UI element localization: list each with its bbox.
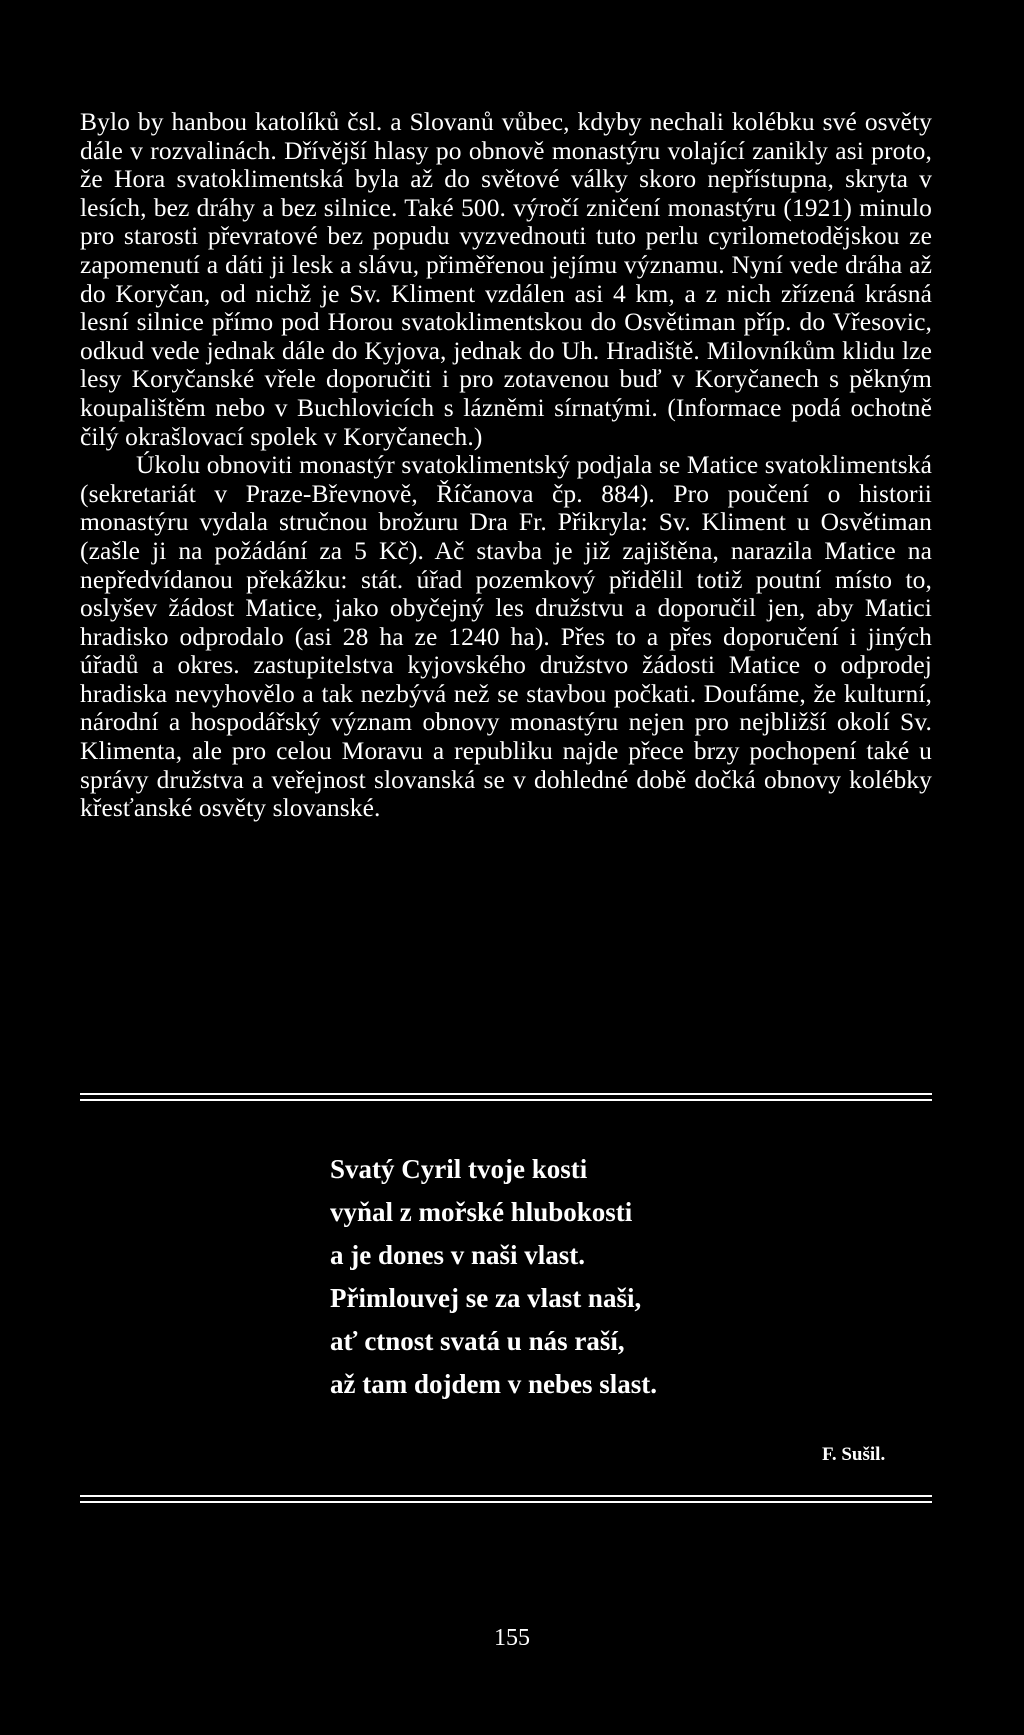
paragraph-1: Bylo by hanbou katolíků čsl. a Slovanů vůbec, kdyby nechali kolébku své osvěty dále v rozvalinách. Dřívější hlasy po obnově monastýru volající zanikly asi proto, že Hora svatoklimentská byla až do světové války skoro nepřístupna, skryta v lesích, bez dráhy a bez silnice. Také 500. výročí zničení monastýru (1921) minulo pro starosti převratové bez popudu vyzvednouti tuto perlu cyrilometodějskou ze zapomenutí a dáti ji lesk a slávu, přiměřenou jejímu významu. Nyní vede dráha až do Koryčan, od nichž je Sv. Kliment vzdálen asi 4 km, a z nich zřízená krásná lesní silnice přímo pod Horou svatoklimentskou do Osvětiman příp. do Vřesovic, odkud vede jednak dále do Kyjova, jednak do Uh. Hradiště. Milovníkům klidu lze lesy Koryčanské vřele doporučiti i pro zotavenou buď v Koryčanech s pěkným koupalištěm nebo v Buchlovicích s lázněmi sírnatými. (Informace podá ochotně čilý okrašlovací spolek v Koryčanech.) — [80, 107, 932, 451]
divider-bottom-2 — [80, 1501, 932, 1503]
paragraph-2: Úkolu obnoviti monastýr svatoklimentský podjala se Matice svatoklimentská (sekretariát v Praze-Břevnově, Říčanova čp. 884). Pro poučení o historii monastýru vydala stručnou brožuru Dra Fr. Přikryla: Sv. Kliment u Osvětiman (zašle ji na požádání za 5 Kč). Ač stavba je již zajištěna, narazila Matice na nepředvídanou překážku: stát. úřad pozemkový přidělil totiž poutní místo to, oslyšev žádost Matice, jako obyčejný les družstvu a doporučil jen, aby Matici hradisko odprodalo (asi 28 ha ze 1240 ha). Přes to a přes doporučení i jiných úřadů a okres. zastupitelstva kyjovského družstvo žádosti Matice o odprodej hradiska nevyhovělo a tak nezbývá než se stavbou počkati. Doufáme, že kulturní, národní a hospodářský význam obnovy monastýru nejen pro nejbližší okolí Sv. Klimenta, ale pro celou Moravu a republiku najde přece brzy pochopení také u správy družstva a veřejnost slovanská se v dohledné době dočká obnovy kolébky křesťanské osvěty slovanské. — [80, 450, 932, 823]
divider-bottom-1 — [80, 1495, 932, 1497]
poem-line: a je dones v naši vlast. — [330, 1240, 586, 1270]
body-text — [80, 108, 932, 823]
poem-line: vyňal z mořské hlubokosti — [330, 1197, 633, 1227]
divider-top-2 — [80, 1099, 932, 1101]
poem — [330, 1148, 830, 1406]
poem-line: až tam dojdem v nebes slast. — [330, 1369, 657, 1399]
poem-line: Přimlouvej se za vlast naši, — [330, 1283, 642, 1313]
divider-top-1 — [80, 1093, 932, 1095]
poem-line: ať ctnost svatá u nás raší, — [330, 1326, 625, 1356]
poem-author: F. Sušil. — [822, 1444, 886, 1465]
page-number: 155 — [494, 1625, 530, 1651]
poem-line: Svatý Cyril tvoje kosti — [330, 1154, 588, 1184]
